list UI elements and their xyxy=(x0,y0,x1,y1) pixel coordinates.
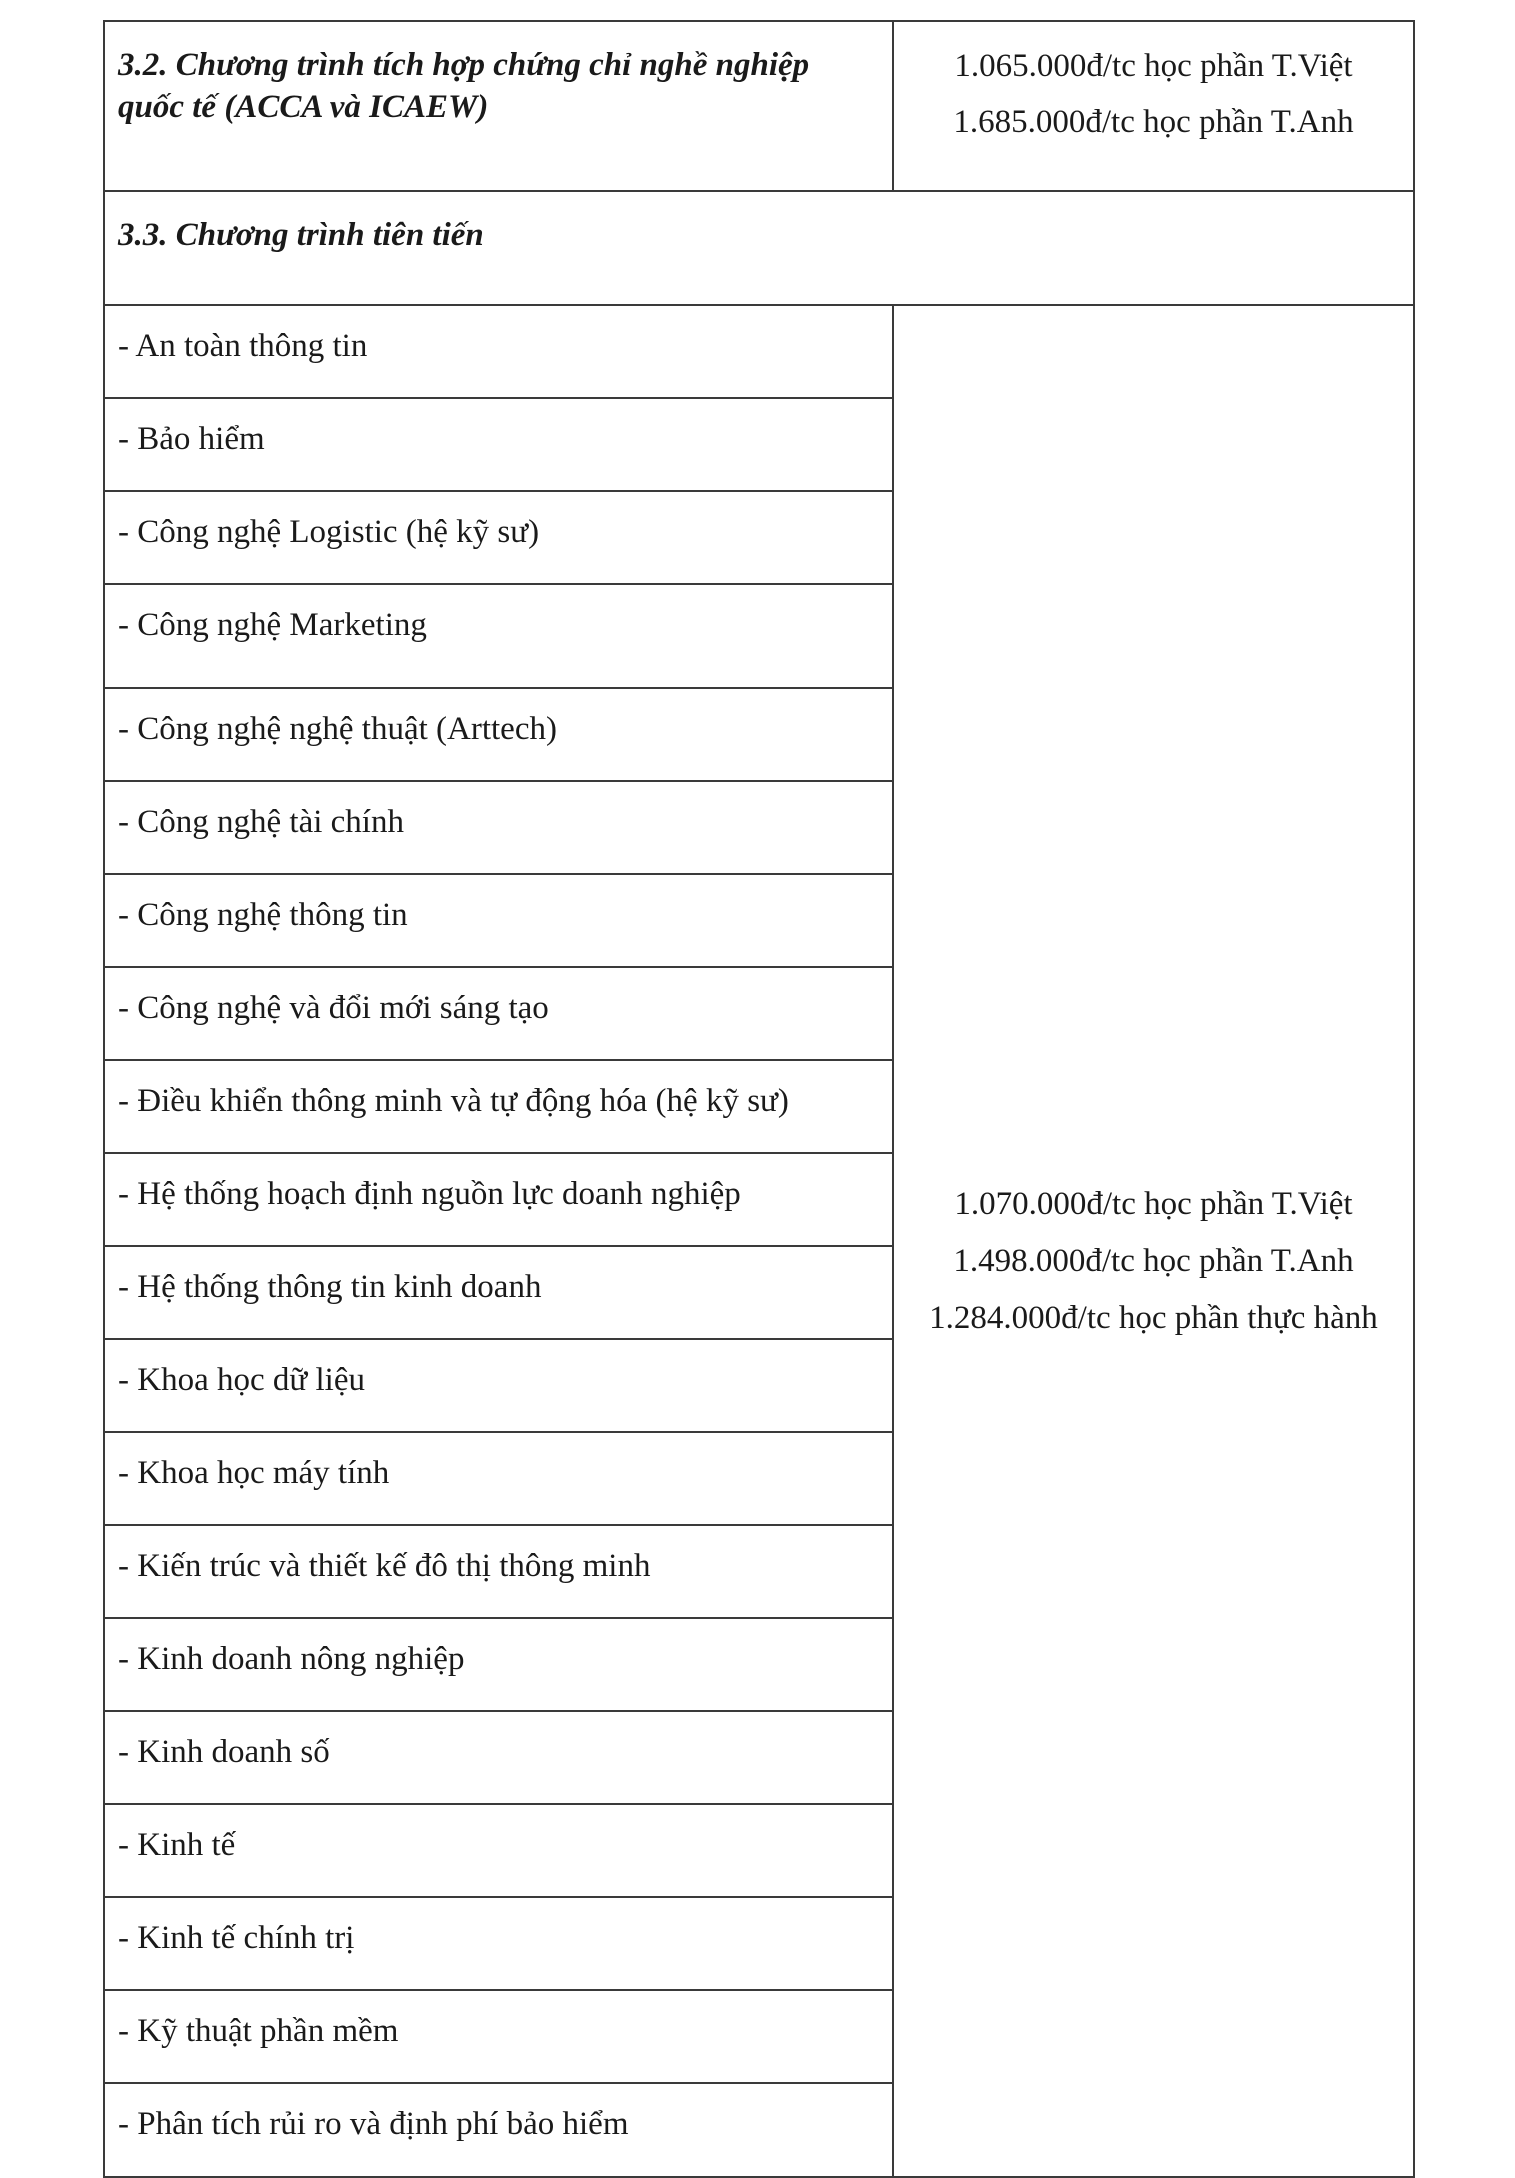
fee-practice: 1.284.000đ/tc học phần thực hành xyxy=(929,1299,1378,1336)
program-name: - Kỹ thuật phần mềm xyxy=(104,1990,893,2083)
program-name: - Kinh doanh nông nghiệp xyxy=(104,1618,893,1711)
program-name: - Công nghệ nghệ thuật (Arttech) xyxy=(104,688,893,781)
program-name: - Khoa học máy tính xyxy=(104,1432,893,1525)
table-row xyxy=(104,305,1414,398)
section-3-3-fees xyxy=(893,305,1414,2177)
program-name: - Hệ thống hoạch định nguồn lực doanh nghiệp xyxy=(104,1153,893,1246)
program-name: - Khoa học dữ liệu xyxy=(104,1339,893,1432)
program-name: - Kinh tế xyxy=(104,1804,893,1897)
fee-vietnamese: 1.065.000đ/tc học phần T.Việt xyxy=(954,48,1353,84)
program-name: - Phân tích rủi ro và định phí bảo hiểm xyxy=(104,2083,893,2177)
table-row-advanced-program-header xyxy=(104,191,1414,305)
program-name: - Công nghệ Logistic (hệ kỹ sư) xyxy=(104,491,893,584)
program-name: - Công nghệ và đổi mới sáng tạo xyxy=(104,967,893,1060)
program-name: - Công nghệ Marketing xyxy=(104,584,893,688)
program-name: - Kinh tế chính trị xyxy=(104,1897,893,1990)
program-name: - An toàn thông tin xyxy=(104,305,893,398)
program-name: - Kinh doanh số xyxy=(104,1711,893,1804)
section-3-3-title: 3.3. Chương trình tiên tiến xyxy=(104,191,1414,305)
program-name: - Hệ thống thông tin kinh doanh xyxy=(104,1246,893,1339)
section-3-2-title: 3.2. Chương trình tích hợp chứng chỉ nghề nghiệp quốc tế (ACCA và ICAEW) xyxy=(104,21,893,191)
tuition-fee-table xyxy=(103,20,1415,2178)
program-name: - Công nghệ tài chính xyxy=(104,781,893,874)
program-name: - Điều khiển thông minh và tự động hóa (hệ kỹ sư) xyxy=(104,1060,893,1153)
fee-english: 1.498.000đ/tc học phần T.Anh xyxy=(953,1242,1354,1279)
fee-vietnamese: 1.070.000đ/tc học phần T.Việt xyxy=(954,1185,1353,1222)
program-name: - Bảo hiểm xyxy=(104,398,893,491)
section-3-2-fees xyxy=(893,21,1414,191)
fee-english: 1.685.000đ/tc học phần T.Anh xyxy=(953,104,1354,140)
program-name: - Kiến trúc và thiết kế đô thị thông minh xyxy=(104,1525,893,1618)
program-name: - Công nghệ thông tin xyxy=(104,874,893,967)
table-row-acca-icaew xyxy=(104,21,1414,191)
